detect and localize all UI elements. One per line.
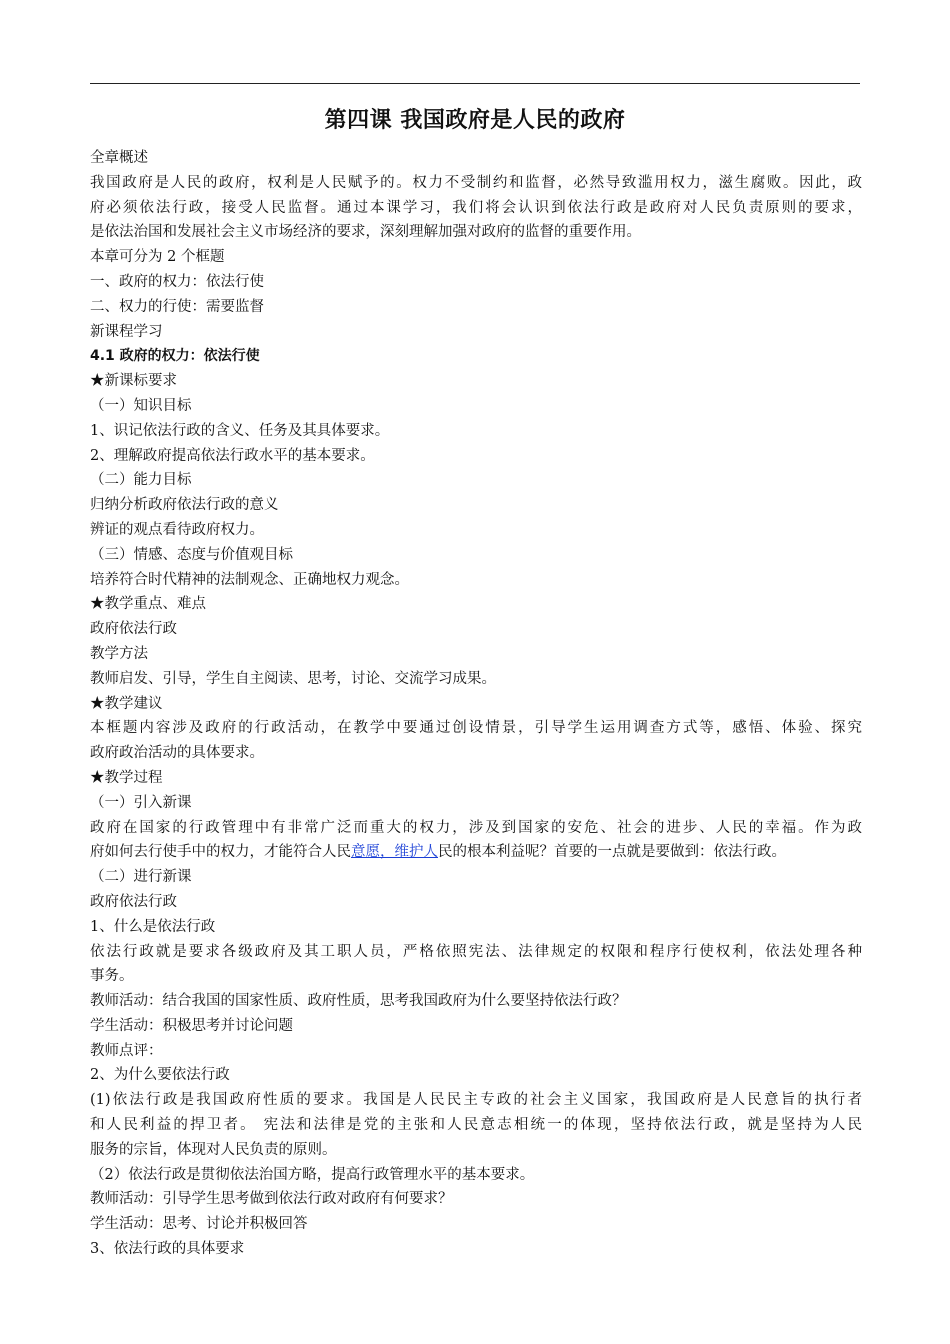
text-line: 我国政府是人民的政府，权利是人民赋予的。权力不受制约和监督，必然导致滥用权力，滋生腐败。因此，政 [90, 174, 862, 191]
hyperlink[interactable]: 意愿，维护人 [351, 844, 438, 861]
text-line: 政府在国家的行政管理中有非常广泛而重大的权力，涉及到国家的安危、社会的进步、人民的幸福。作为政 [90, 819, 862, 836]
page-title: 第四课 我国政府是人民的政府 [324, 108, 626, 133]
text-line: 学生活动：思考、讨论并积极回答 [90, 1216, 308, 1233]
text-line: 辨证的观点看待政府权力。 [90, 521, 264, 538]
text-line: 新课程学习 [90, 323, 163, 340]
text-line: 归纳分析政府依法行政的意义 [90, 497, 279, 514]
line-text-after-link: 民的根本利益呢？首要的一点就是要做到：依法行政。 [438, 844, 786, 861]
text-line: 培养符合时代精神的法制观念、正确地权力观念。 [90, 571, 409, 588]
text-line: 本框题内容涉及政府的行政活动，在教学中要通过创设情景，引导学生运用调查方式等，感悟、体验、探究 [90, 720, 862, 737]
text-line: （二）能力目标 [90, 472, 192, 489]
text-line: 一、政府的权力：依法行使 [90, 273, 264, 290]
text-line: （一）知识目标 [90, 397, 192, 414]
text-line: 服务的宗旨，体现对人民负责的原则。 [90, 1141, 337, 1158]
text-line: 3、依法行政的具体要求 [90, 1241, 245, 1258]
text-line [90, 840, 862, 865]
text-line: 1、识记依法行政的含义、任务及其具体要求。 [90, 422, 390, 439]
text-line: （2）依法行政是贯彻依法治国方略，提高行政管理水平的基本要求。 [90, 1166, 535, 1183]
text-line: （三）情感、态度与价值观目标 [90, 546, 293, 563]
text-line: 事务。 [90, 968, 134, 985]
text-line: 4.1 政府的权力：依法行使 [90, 348, 260, 365]
text-line: 教师活动：引导学生思考做到依法行政对政府有何要求？ [90, 1191, 453, 1208]
text-line: 依法行政就是要求各级政府及其工职人员，严格依照宪法、法律规定的权限和程序行使权利，依法处理各种 [90, 943, 862, 960]
text-line: 府必须依法行政，接受人民监督。通过本课学习，我们将会认识到依法行政是政府对人民负责原则的要求， [90, 199, 862, 216]
text-line: 教师点评： [90, 1042, 163, 1059]
text-line: 全章概述 [90, 150, 148, 166]
text-line: 政府依法行政 [90, 893, 177, 910]
text-line: ★教学建议 [90, 695, 163, 712]
text-line: （二）进行新课 [90, 869, 192, 886]
text-line: 2、理解政府提高依法行政水平的基本要求。 [90, 447, 375, 464]
text-line: 和人民利益的捍卫者。 宪法和法律是党的主张和人民意志相统一的体现，坚持依法行政，就是坚持为人民 [90, 1117, 862, 1134]
text-line: ★教学重点、难点 [90, 596, 206, 613]
text-line: 1、什么是依法行政 [90, 918, 216, 935]
text-line: 教师启发、引导，学生自主阅读、思考，讨论、交流学习成果。 [90, 670, 496, 687]
text-line: 学生活动：积极思考并讨论问题 [90, 1017, 293, 1034]
header-rule [90, 83, 860, 84]
text-line: (1)依法行政是我国政府性质的要求。我国是人民民主专政的社会主义国家，我国政府是人民意旨的执行者 [90, 1092, 862, 1109]
text-line: 本章可分为 2 个框题 [90, 249, 225, 266]
text-line: 政府依法行政 [90, 621, 177, 638]
document-body [90, 146, 862, 1262]
text-line: 政府政治活动的具体要求。 [90, 745, 264, 762]
text-line: （一）引入新课 [90, 794, 192, 811]
text-line: 教学方法 [90, 645, 148, 662]
text-line: 二、权力的行使：需要监督 [90, 298, 264, 315]
text-line: ★教学过程 [90, 769, 163, 786]
text-line: ★新课标要求 [90, 373, 177, 390]
text-line: 教师活动：结合我国的国家性质、政府性质，思考我国政府为什么要坚持依法行政？ [90, 993, 627, 1010]
text-line: 是依法治国和发展社会主义市场经济的要求，深刻理解加强对政府的监督的重要作用。 [90, 224, 641, 241]
text-line: 2、为什么要依法行政 [90, 1067, 230, 1084]
line-text-before-link: 府如何去行使手中的权力，才能符合人民 [90, 844, 351, 861]
